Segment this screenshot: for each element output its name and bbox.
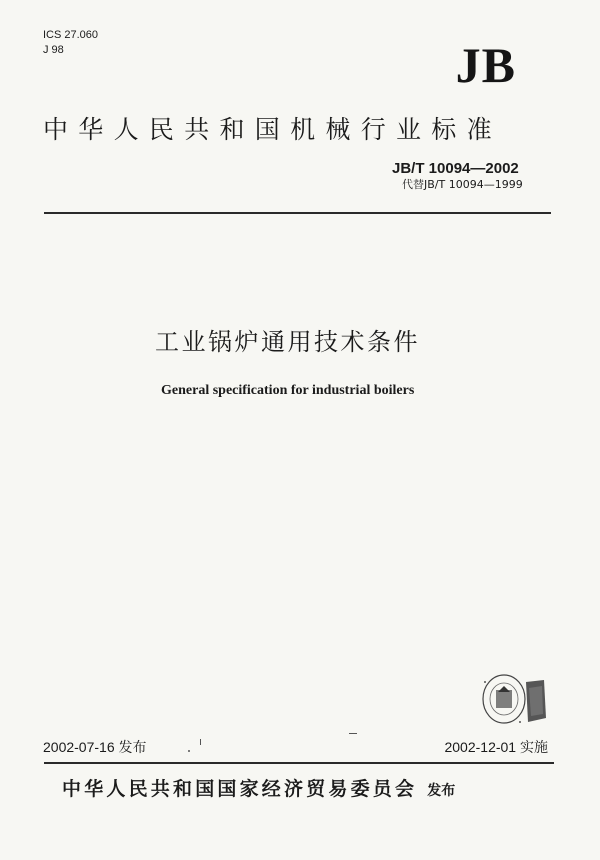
document-title-zh: 工业锅炉通用技术条件 <box>155 328 420 356</box>
scan-speck <box>188 750 190 752</box>
ics-code: ICS 27.060 <box>43 29 99 41</box>
publish-date: 2002-07-16 发布 <box>43 739 147 755</box>
replaces-note: 代替JB/T 10094—1999 <box>402 178 523 191</box>
document-title-en: General specification for industrial boilers <box>161 383 415 398</box>
issuer-suffix: 发布 <box>427 783 456 799</box>
header-divider <box>44 212 551 214</box>
jb-logo: JB <box>455 37 516 93</box>
classification-code: J 98 <box>43 44 64 56</box>
issuer-line <box>62 776 455 802</box>
scan-speck <box>349 733 357 734</box>
issuer-name: 中华人民共和国国家经济贸易委员会 <box>62 778 418 800</box>
scan-speck <box>200 739 201 745</box>
standard-category-title: 中华人民共和国机械行业标准 <box>43 115 502 144</box>
standard-code: JB/T 10094—2002 <box>392 160 519 177</box>
footer-divider <box>44 762 554 764</box>
implementation-date: 2002-12-01 实施 <box>444 739 548 755</box>
library-seal-stamp <box>474 670 550 728</box>
